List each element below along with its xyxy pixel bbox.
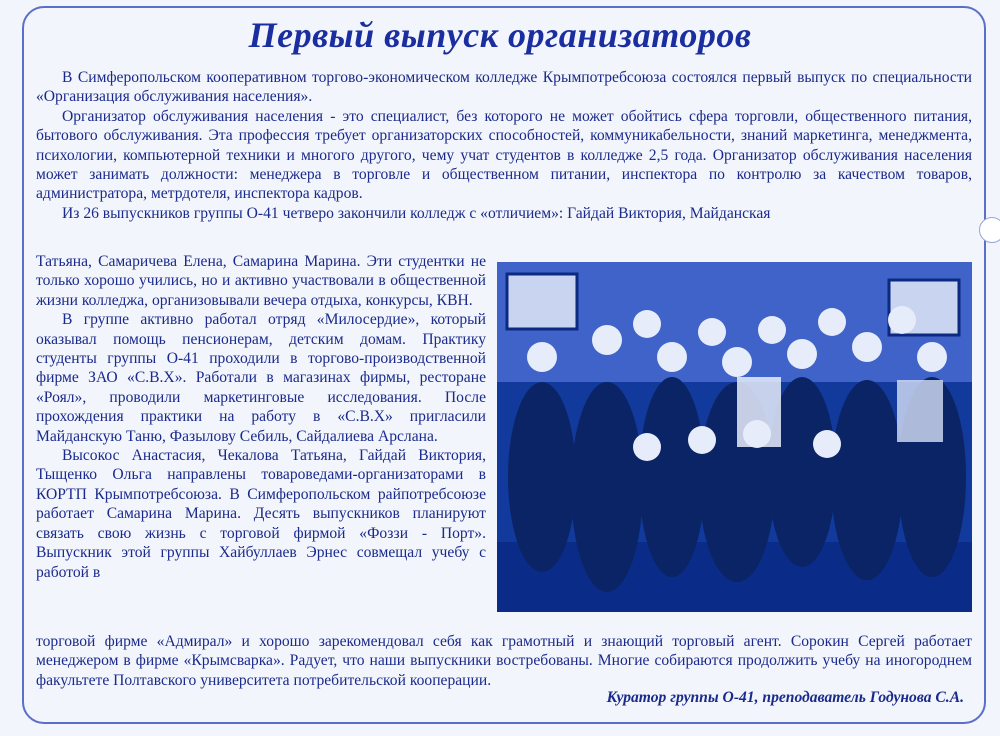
paragraph-honors-continued: Татьяна, Самаричева Елена, Самарина Марина. Эти студентки не только хорошо учились, но и активно участвовали в общественной жизни колледжа, организовывали вечера отдыха, конкурсы, КВН. [36, 253, 486, 309]
article-body-column [36, 252, 486, 582]
paragraph-placements: Высокос Анастасия, Чекалова Татьяна, Гайдай Виктория, Тыщенко Ольга направлены товароведами-организаторами в КОРТП Крымпотребсоюза. В Симферопольском райпотребсоюзе работает Самарина Марина. Десять выпускников планируют связать свою жизнь с торговой фирмой «Фоззи - Порт». Выпускник этой группы Хайбуллаев Эрнес совмещал учебу с работой в [36, 447, 486, 581]
paragraph-profession: Организатор обслуживания населения - это специалист, без которого не может обойтись сфера торговли, общественного питания, бытового обслуживания. Эта профессия требует организаторских способностей, коммуникабельности, знаний маркетинга, менеджмента, психологии, компьютерной техники и многого другого, чему учат студентов в колледже 2,5 года. Организатор обслуживания населения может занимать должности: менеджера в торговле и общественном питании, инспектора по контролю за качеством товаров, администратора, метрдотеля, инспектора кадров. [36, 107, 972, 203]
paragraph-honors-start: Из 26 выпускников группы О-41 четверо закончили колледж с «отличием»: Гайдай Виктория, Майданская [62, 204, 771, 222]
paragraph-intro: В Симферопольском кооперативном торгово-экономическом колледже Крымпотребсоюза состоялся первый выпуск по специальности «Организация обслуживания населения». [36, 69, 972, 106]
group-photo-illustration [497, 262, 972, 612]
group-photo [497, 262, 972, 612]
article-signature: Куратор группы О-41, преподаватель Годунова С.А. [606, 689, 964, 706]
paragraph-practice: В группе активно работал отряд «Милосердие», который оказывал помощь пенсионерам, детским домам. Практику студенты группы О-41 проходили в торгово-производственной фирме ЗАО «С.В.Х». Работали в магазинах фирмы, ресторане «Роял», проводили маркетинговые исследования. После прохождения практики на работу в «С.В.Х» пригласили Майданскую Таню, Фазылову Себиль, Сайдалиева Арслана. [36, 311, 486, 445]
article-body-top [36, 68, 972, 223]
paragraph-placements-continued: торговой фирме «Адмирал» и хорошо зарекомендовал себя как грамотный и знающий торговый агент. Сорокин Сергей работает менеджером в фирме «Крымсварка». Радует, что наши выпускники востребованы. Многие собираются продолжить учебу на иногороднем факультете Полтавского университета потребительской кооперации. [36, 633, 972, 689]
article-body-bottom [36, 632, 972, 690]
binder-hole-decoration [979, 217, 1000, 243]
article-title: Первый выпуск организаторов [248, 15, 752, 55]
